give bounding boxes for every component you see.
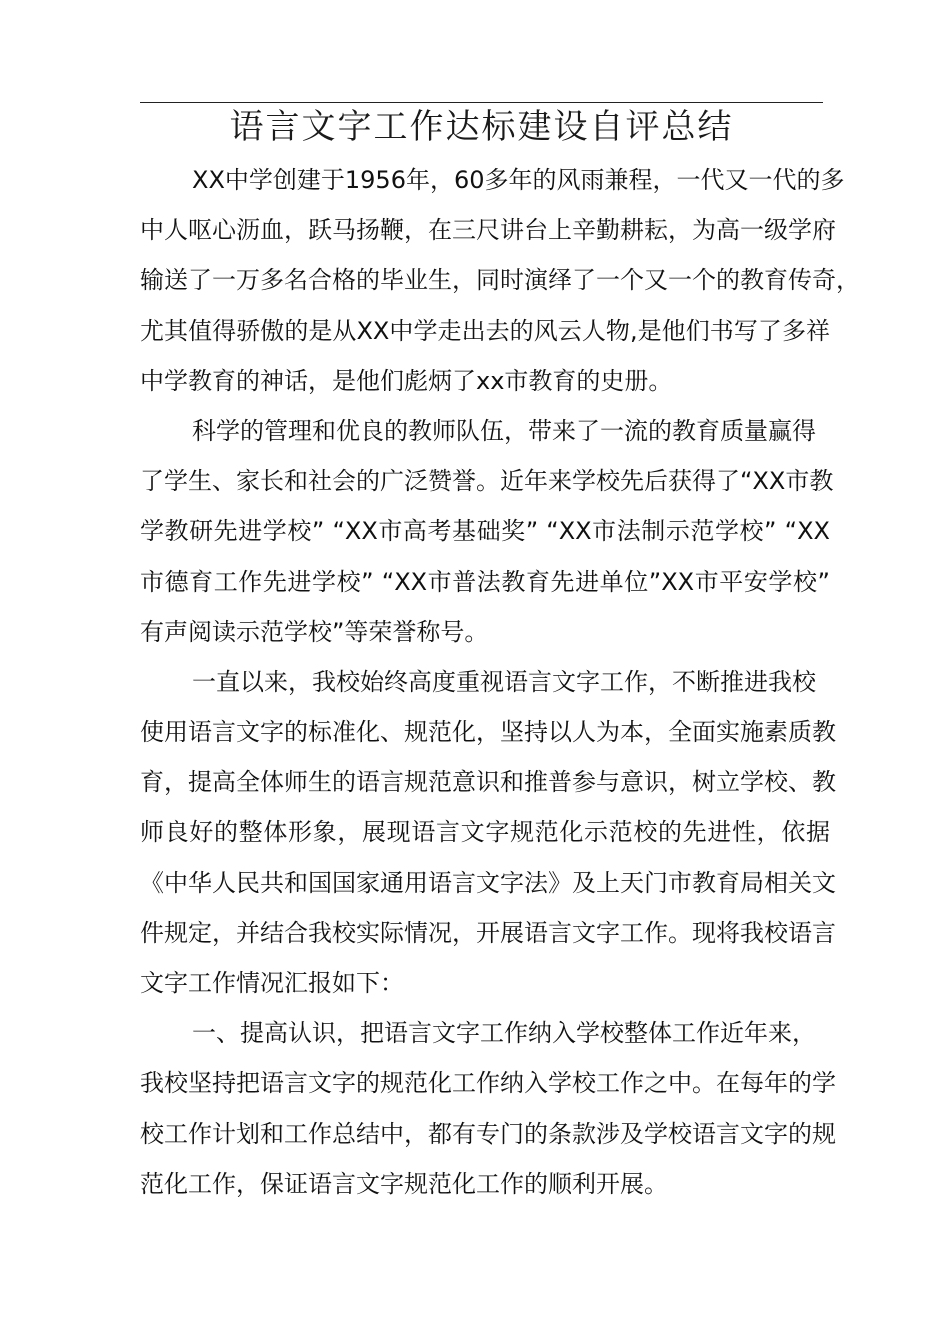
paragraph-1-line-5: 中学教育的神话，是他们彪炳了xx市教育的史册。 [140, 366, 673, 395]
section-1-line-4: 范化工作，保证语言文字规范化工作的顺利开展。 [140, 1169, 668, 1198]
paragraph-3-line-1: 一直以来，我校始终高度重视语言文字工作，不断推进我校 [192, 667, 816, 696]
paragraph-2-line-5: 有声阅读示范学校”等荣誉称号。 [140, 617, 489, 646]
document-title: 语言文字工作达标建设自评总结 [229, 107, 734, 147]
paragraph-3-line-5: 《中华人民共和国国家通用语言文字法》及上天门市教育局相关文 [140, 868, 836, 897]
section-1-line-3: 校工作计划和工作总结中，都有专门的条款涉及学校语言文字的规 [140, 1119, 836, 1148]
paragraph-2-line-3: 学教研先进学校” “XX市高考基础奖” “XX市法制示范学校” “XX [140, 517, 830, 546]
document-body [140, 155, 860, 1209]
paragraph-3-line-2: 使用语言文字的标准化、规范化，坚持以人为本，全面实施素质教 [140, 718, 836, 747]
paragraph-1-line-1: XX中学创建于1956年，60多年的风雨兼程，一代又一代的多 [192, 166, 845, 194]
paragraph-2-line-4: 市德育工作先进学校” “XX市普法教育先进单位”XX市平安学校” [140, 567, 830, 596]
section-1-heading-line: 一、提高认识，把语言文字工作纳入学校整体工作近年来， [192, 1019, 816, 1048]
paragraph-3-line-4: 师良好的整体形象，展现语言文字规范化示范校的先进性，依据 [140, 818, 830, 847]
paragraph-1-line-3: 输送了一万多名合格的毕业生，同时演绎了一个又一个的教育传奇， [140, 266, 860, 295]
paragraph-1-line-2: 中人呕心沥血，跃马扬鞭，在三尺讲台上辛勤耕耘，为高一级学府 [140, 216, 836, 245]
paragraph-2-line-1: 科学的管理和优良的教师队伍，带来了一流的教育质量赢得 [192, 416, 816, 445]
paragraph-2-line-2: 了学生、家长和社会的广泛赞誉。近年来学校先后获得了“XX市教 [140, 467, 834, 496]
paragraph-3-line-3: 育，提高全体师生的语言规范意识和推普参与意识，树立学校、教 [140, 768, 836, 797]
paragraph-3-line-7: 文字工作情况汇报如下： [140, 969, 404, 997]
paragraph-1-line-4: 尤其值得骄傲的是从XX中学走出去的风云人物,是他们书写了多祥 [140, 316, 830, 345]
section-1-line-2: 我校坚持把语言文字的规范化工作纳入学校工作之中。在每年的学 [140, 1069, 836, 1098]
header-rule [140, 102, 823, 103]
paragraph-3-line-6: 件规定，并结合我校实际情况，开展语言文字工作。现将我校语言 [140, 918, 836, 947]
